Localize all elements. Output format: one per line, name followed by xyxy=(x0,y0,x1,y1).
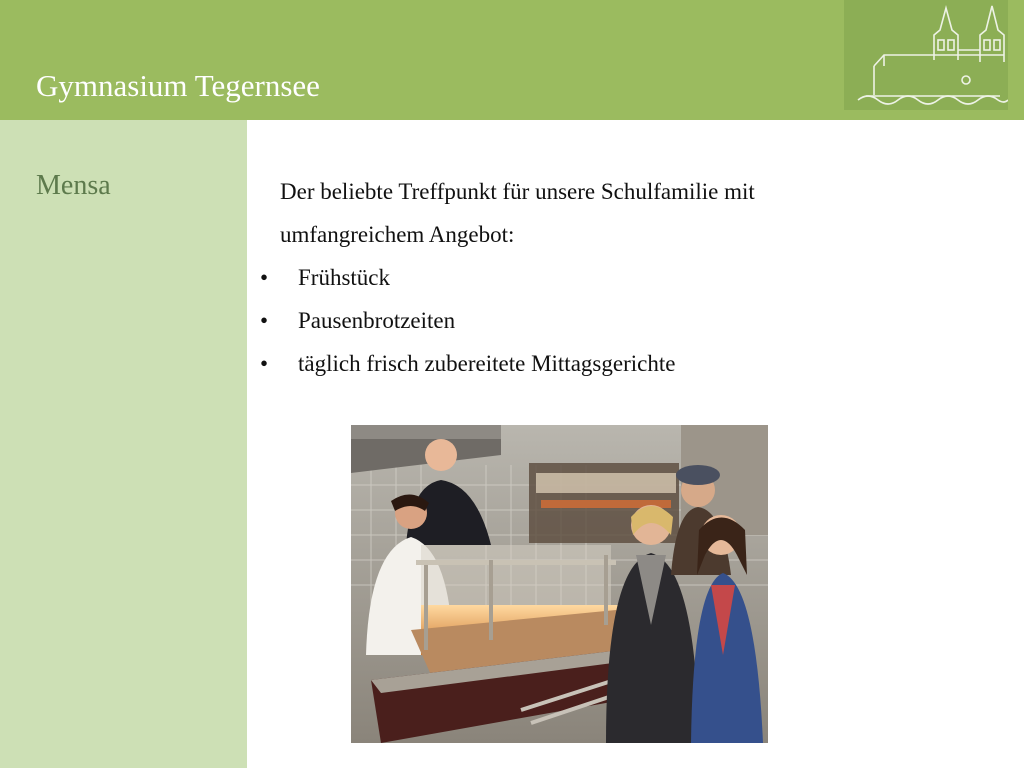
bullet-icon: • xyxy=(260,265,269,290)
list-item xyxy=(258,256,998,299)
list-item-text: Pausenbrotzeiten xyxy=(298,308,456,333)
offer-list xyxy=(258,256,998,385)
intro-text xyxy=(258,170,900,256)
content-text xyxy=(258,170,998,385)
list-item-text: Frühstück xyxy=(298,265,390,290)
section-title: Mensa xyxy=(36,170,111,201)
canteen-photo xyxy=(351,425,768,743)
bullet-icon: • xyxy=(260,351,269,376)
list-item-text: täglich frisch zubereitete Mittagsgerichte xyxy=(298,351,676,376)
intro-line-1: Der beliebte Treffpunkt für unsere Schulfamilie mit xyxy=(280,179,755,204)
header-bar xyxy=(0,0,1024,120)
list-item xyxy=(258,299,998,342)
list-item xyxy=(258,342,998,385)
page-title: Gymnasium Tegernsee xyxy=(36,68,320,103)
sidebar xyxy=(0,120,247,768)
church-logo-icon xyxy=(844,0,1008,110)
bullet-icon: • xyxy=(260,308,269,333)
intro-line-2: umfangreichem Angebot: xyxy=(280,222,515,247)
